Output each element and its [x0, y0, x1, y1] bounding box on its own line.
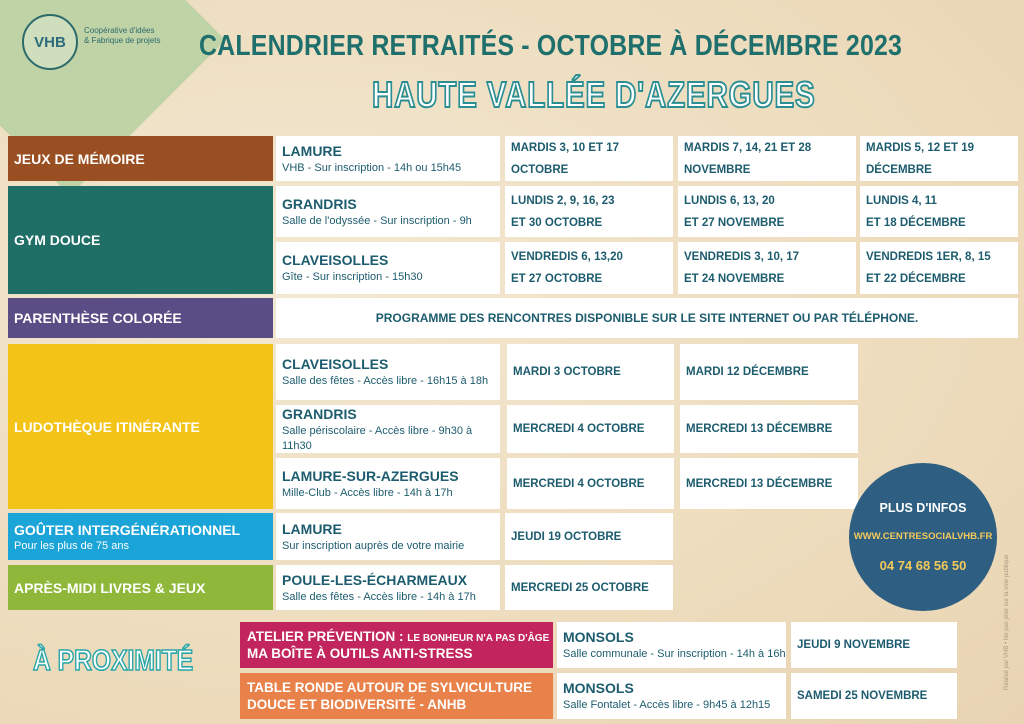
- date-text: MARDIS 3, 10 ET 17 OCTOBRE: [511, 141, 620, 176]
- date-cell: [680, 458, 858, 509]
- location-detail: Salle communale - Sur inscription - 14h à 16h: [563, 648, 786, 660]
- date-text: VENDREDIS 6, 13,20: [511, 251, 623, 263]
- category-gouter: [8, 513, 273, 560]
- logo-sub-line1: Coopérative d'idées: [84, 26, 155, 35]
- date-text: VENDREDIS 1ER, 8, 15: [866, 251, 991, 263]
- program-banner: [276, 298, 1018, 338]
- location-name: LAMURE: [282, 520, 342, 537]
- date-cell: [505, 513, 673, 560]
- category-ludotheque: [8, 344, 273, 509]
- location-name: POULE-LES-ÉCHARMEAUX: [282, 571, 468, 588]
- date-text: JEUDI 19 OCTOBRE: [511, 530, 622, 543]
- location-name: GRANDRIS: [282, 405, 357, 422]
- date-cell: [505, 242, 673, 294]
- location-cell: [276, 513, 500, 560]
- date-text: MERCREDI 13 DÉCEMBRE: [686, 423, 833, 435]
- banner-text: PROGRAMME DES RENCONTRES DISPONIBLE SUR LE SITE INTERNET OU PAR TÉLÉPHONE.: [375, 311, 919, 325]
- page-subtitle: HAUTE VALLÉE D'AZERGUES: [372, 74, 816, 115]
- date-text: ET 30 OCTOBRE: [511, 216, 603, 229]
- location-detail: Salle des fêtes - Accès libre - 14h à 17h: [282, 590, 476, 603]
- location-detail: Mille-Club - Accès libre - 14h à 17h: [282, 486, 453, 499]
- date-cell: [791, 673, 957, 719]
- date-text: MERCREDI 25 OCTOBRE: [511, 581, 649, 594]
- location-name: CLAVEISOLLES: [282, 356, 389, 372]
- date-cell: [680, 405, 858, 453]
- date-text: VENDREDIS 3, 10, 17: [684, 251, 800, 263]
- location-cell: [276, 136, 500, 181]
- category-label-line2: MA BOÎTE À OUTILS ANTI-STRESS: [247, 646, 473, 661]
- date-text: MERCREDI 13 DÉCEMBRE: [686, 477, 833, 490]
- category-label: APRÈS-MIDI LIVRES & JEUX: [14, 579, 206, 596]
- date-cell: [507, 405, 674, 453]
- location-cell: [276, 405, 500, 453]
- category-label: PARENTHÈSE COLORÉE: [14, 310, 182, 326]
- date-text: MERCREDI 4 OCTOBRE: [513, 423, 645, 435]
- category-label-line2: DOUCE ET BIODIVERSITÉ - ANHB: [247, 697, 467, 712]
- category-livres-jeux: [8, 565, 273, 610]
- date-cell: [678, 136, 856, 181]
- category-gym-douce: [8, 186, 273, 294]
- location-name: LAMURE-SUR-AZERGUES: [282, 467, 459, 484]
- date-text: MERCREDI 4 OCTOBRE: [513, 477, 645, 490]
- category-label: GYM DOUCE: [14, 232, 101, 248]
- date-cell: [680, 344, 858, 400]
- category-sublabel: Pour les plus de 75 ans: [14, 539, 129, 552]
- date-text: SAMEDI 25 NOVEMBRE: [797, 690, 928, 702]
- website-link[interactable]: WWW.CENTRESOCIALVHB.FR: [853, 531, 993, 542]
- location-detail: Salle Fontalet - Accès libre - 9h45 à 12h15: [563, 699, 771, 711]
- date-cell: [505, 565, 673, 610]
- category-label-small: LE BONHEUR N'A PAS D'ÂGE: [407, 633, 550, 644]
- date-text: ET 22 DÉCEMBRE: [866, 273, 966, 285]
- date-text: JEUDI 9 NOVEMBRE: [797, 639, 911, 651]
- category-label: JEUX DE MÉMOIRE: [14, 150, 145, 167]
- date-text: MARDIS 7, 14, 21 ET 28 NOVEMBRE: [684, 141, 812, 176]
- location-name: MONSOLS: [563, 680, 634, 696]
- location-detail: VHB - Sur inscription - 14h ou 15h45: [282, 161, 462, 174]
- date-text: ET 27 NOVEMBRE: [684, 216, 785, 229]
- date-text: MARDI 12 DÉCEMBRE: [686, 366, 809, 378]
- date-cell: [678, 242, 856, 294]
- location-cell: [557, 673, 786, 719]
- location-cell: [276, 186, 500, 237]
- date-cell: [860, 136, 1018, 181]
- page-title: CALENDRIER RETRAITÉS - OCTOBRE À DÉCEMBRE 2023: [199, 30, 903, 62]
- date-cell: [860, 242, 1018, 294]
- category-label: GOÛTER INTERGÉNÉRATIONNEL: [14, 521, 241, 538]
- location-name: LAMURE: [282, 142, 342, 159]
- category-atelier-prevention: [240, 622, 553, 668]
- date-text: LUNDIS 2, 9, 16, 23: [511, 194, 615, 207]
- logo-subtitle: [84, 26, 174, 46]
- date-text: ET 27 OCTOBRE: [511, 273, 603, 285]
- category-label: LUDOTHÈQUE ITINÉRANTE: [14, 418, 200, 435]
- credit-label: Réalisé par VHB • Ne pas jeter sur la voie publique: [1004, 554, 1010, 690]
- location-detail: Salle des fêtes - Accès libre - 16h15 à 18h: [282, 375, 489, 387]
- location-name: CLAVEISOLLES: [282, 252, 389, 268]
- date-cell: [507, 344, 674, 400]
- date-text: MARDIS 5, 12 ET 19 DÉCEMBRE: [866, 141, 975, 176]
- date-text: LUNDIS 6, 13, 20: [684, 194, 775, 207]
- logo: [22, 14, 172, 74]
- date-cell: [505, 136, 673, 181]
- location-cell: [276, 344, 500, 400]
- location-cell: [557, 622, 786, 668]
- location-detail: Gîte - Sur inscription - 15h30: [282, 271, 423, 283]
- info-title: PLUS D'INFOS: [879, 501, 967, 515]
- phone-number[interactable]: 04 74 68 56 50: [879, 558, 967, 573]
- date-cell: [860, 186, 1018, 237]
- location-cell: [276, 458, 500, 509]
- proximite-heading: À PROXIMITÉ: [33, 645, 194, 677]
- date-text: MARDI 3 OCTOBRE: [513, 366, 621, 378]
- category-table-ronde: [240, 673, 553, 719]
- logo-circle: [22, 14, 78, 70]
- category-jeux-memoire: [8, 136, 273, 181]
- location-detail: Sur inscription auprès de votre mairie: [282, 539, 465, 552]
- date-text: LUNDIS 4, 11: [866, 194, 937, 207]
- credit-text: [1004, 460, 1014, 690]
- location-detail: Salle périscolaire - Accès libre - 9h30 à 11h30: [282, 424, 473, 452]
- date-cell: [791, 622, 957, 668]
- category-label: TABLE RONDE AUTOUR DE SYLVICULTURE: [247, 680, 533, 695]
- logo-sub-line2: & Fabrique de projets: [84, 36, 161, 45]
- date-text: ET 24 NOVEMBRE: [684, 273, 785, 285]
- location-cell: [276, 242, 500, 294]
- location-name: GRANDRIS: [282, 195, 357, 212]
- location-detail: Salle de l'odyssée - Sur inscription - 9h: [282, 214, 472, 227]
- category-label: ATELIER PRÉVENTION :: [247, 629, 408, 644]
- info-badge: [853, 467, 993, 607]
- category-parenthese-coloree: [8, 298, 273, 338]
- location-name: MONSOLS: [563, 629, 634, 645]
- date-text: ET 18 DÉCEMBRE: [866, 216, 966, 229]
- date-cell: [507, 458, 674, 509]
- date-cell: [505, 186, 673, 237]
- location-cell: [276, 565, 500, 610]
- logo-text: VHB: [34, 33, 66, 51]
- date-cell: [678, 186, 856, 237]
